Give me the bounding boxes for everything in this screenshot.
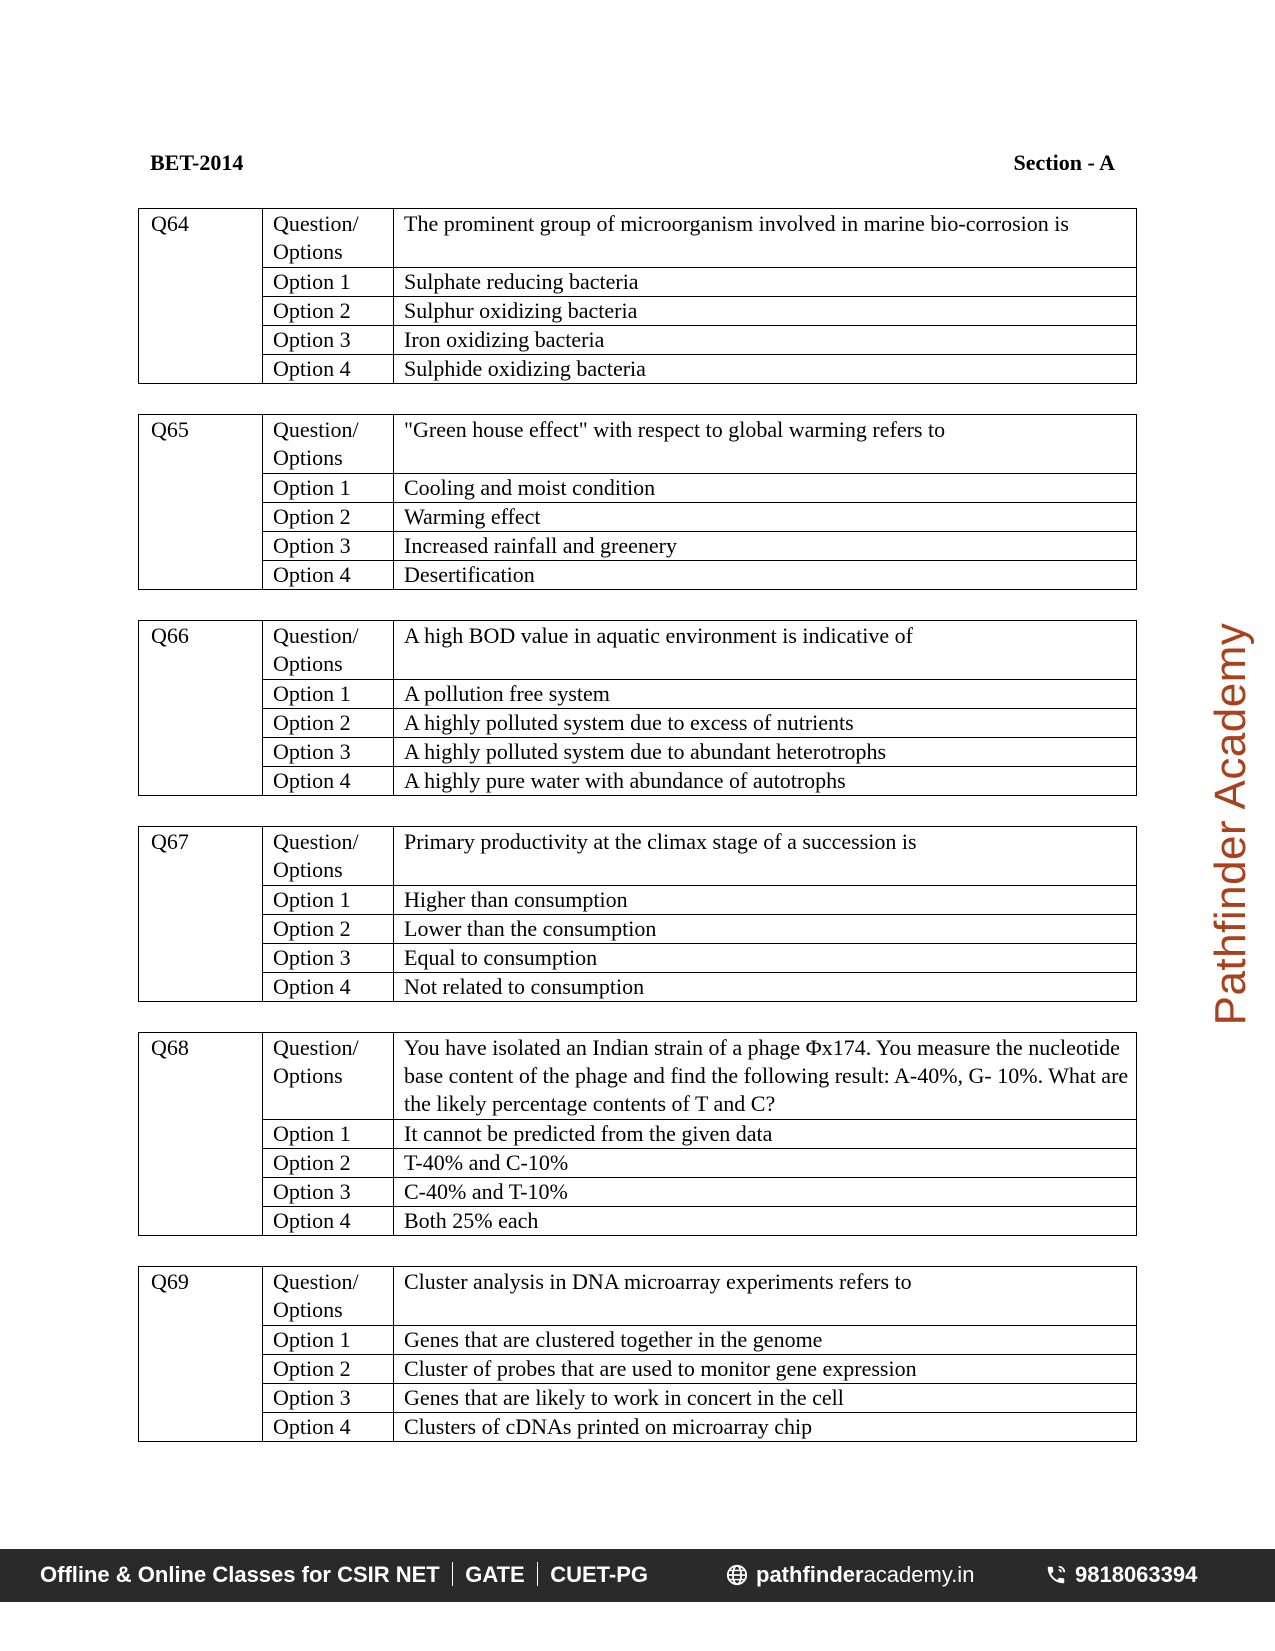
- option-text: A pollution free system: [394, 680, 1137, 709]
- option-text: T-40% and C-10%: [394, 1149, 1137, 1178]
- option-row: [139, 973, 1137, 1002]
- option-text: It cannot be predicted from the given data: [394, 1120, 1137, 1149]
- option-text: A highly polluted system due to abundant heterotrophs: [394, 738, 1137, 767]
- option-text: Clusters of cDNAs printed on microarray chip: [394, 1413, 1137, 1442]
- option-text: Genes that are clustered together in the genome: [394, 1326, 1137, 1355]
- option-row: [139, 561, 1137, 590]
- option-text: Sulphide oxidizing bacteria: [394, 355, 1137, 384]
- question-text: Primary productivity at the climax stage of a succession is: [394, 827, 1137, 886]
- option-row: [139, 1355, 1137, 1384]
- question-text: Cluster analysis in DNA microarray experiments refers to: [394, 1267, 1137, 1326]
- option-text: Warming effect: [394, 503, 1137, 532]
- option-label: Option 1: [263, 268, 394, 297]
- option-text: Sulphur oxidizing bacteria: [394, 297, 1137, 326]
- option-row: [139, 1384, 1137, 1413]
- question-block: [138, 620, 1137, 796]
- exam-title: BET-2014: [150, 150, 244, 175]
- option-text: Sulphate reducing bacteria: [394, 268, 1137, 297]
- section-title: Section - A: [1013, 150, 1115, 175]
- option-label: Option 4: [263, 1413, 394, 1442]
- question-row: [139, 827, 1137, 886]
- question-block: [138, 1266, 1137, 1442]
- option-label: Option 3: [263, 1384, 394, 1413]
- option-text: Both 25% each: [394, 1207, 1137, 1236]
- question-block: [138, 208, 1137, 384]
- question-list: [138, 208, 1137, 1472]
- question-label: Question/ Options: [263, 827, 394, 886]
- phone-icon: [1045, 1564, 1067, 1586]
- question-text: You have isolated an Indian strain of a phage Φx174. You measure the nucleotide base content of the phage and find the following result: A-40%, G- 10%. What are the likely percentage contents of T and C?: [394, 1033, 1137, 1120]
- option-row: [139, 532, 1137, 561]
- question-number: Q64: [139, 209, 263, 384]
- question-block: [138, 826, 1137, 1002]
- question-number: Q66: [139, 621, 263, 796]
- option-row: [139, 915, 1137, 944]
- option-label: Option 1: [263, 1120, 394, 1149]
- option-row: [139, 297, 1137, 326]
- question-row: [139, 415, 1137, 474]
- option-row: [139, 503, 1137, 532]
- question-text: "Green house effect" with respect to global warming refers to: [394, 415, 1137, 474]
- question-label: Question/ Options: [263, 1267, 394, 1326]
- question-row: [139, 621, 1137, 680]
- option-label: Option 2: [263, 503, 394, 532]
- option-row: [139, 1326, 1137, 1355]
- option-label: Option 4: [263, 767, 394, 796]
- question-row: [139, 209, 1137, 268]
- option-text: Not related to consumption: [394, 973, 1137, 1002]
- option-label: Option 3: [263, 532, 394, 561]
- question-number: Q67: [139, 827, 263, 1002]
- option-row: [139, 680, 1137, 709]
- option-label: Option 2: [263, 709, 394, 738]
- option-label: Option 1: [263, 680, 394, 709]
- option-text: Equal to consumption: [394, 944, 1137, 973]
- footer-tagline: Offline & Online Classes for CSIR NET GATE CUET-PG: [40, 1562, 649, 1587]
- option-text: Lower than the consumption: [394, 915, 1137, 944]
- question-label: Question/ Options: [263, 209, 394, 268]
- option-label: Option 3: [263, 738, 394, 767]
- option-row: [139, 474, 1137, 503]
- option-label: Option 4: [263, 561, 394, 590]
- option-label: Option 3: [263, 1178, 394, 1207]
- option-row: [139, 944, 1137, 973]
- option-row: [139, 326, 1137, 355]
- question-block: [138, 1032, 1137, 1236]
- question-row: [139, 1033, 1137, 1120]
- footer-website[interactable]: pathfinderacademy.in: [726, 1562, 974, 1588]
- question-number: Q65: [139, 415, 263, 590]
- question-number: Q69: [139, 1267, 263, 1442]
- divider: [537, 1562, 539, 1586]
- option-label: Option 1: [263, 886, 394, 915]
- question-label: Question/ Options: [263, 621, 394, 680]
- option-text: Cooling and moist condition: [394, 474, 1137, 503]
- option-label: Option 3: [263, 944, 394, 973]
- option-label: Option 1: [263, 474, 394, 503]
- option-row: [139, 738, 1137, 767]
- option-text: A highly polluted system due to excess of nutrients: [394, 709, 1137, 738]
- option-row: [139, 1120, 1137, 1149]
- option-text: Increased rainfall and greenery: [394, 532, 1137, 561]
- question-text: The prominent group of microorganism involved in marine bio-corrosion is: [394, 209, 1137, 268]
- footer-phone[interactable]: 9818063394: [1045, 1562, 1197, 1588]
- watermark: Pathfinder Academy: [1206, 622, 1255, 1026]
- option-row: [139, 1207, 1137, 1236]
- option-row: [139, 1149, 1137, 1178]
- option-text: Iron oxidizing bacteria: [394, 326, 1137, 355]
- option-label: Option 2: [263, 1355, 394, 1384]
- option-text: Higher than consumption: [394, 886, 1137, 915]
- option-label: Option 3: [263, 326, 394, 355]
- option-text: Cluster of probes that are used to monitor gene expression: [394, 1355, 1137, 1384]
- option-text: Genes that are likely to work in concert in the cell: [394, 1384, 1137, 1413]
- option-label: Option 4: [263, 1207, 394, 1236]
- option-row: [139, 268, 1137, 297]
- option-label: Option 1: [263, 1326, 394, 1355]
- question-block: [138, 414, 1137, 590]
- question-number: Q68: [139, 1033, 263, 1236]
- option-row: [139, 355, 1137, 384]
- globe-icon: [726, 1564, 748, 1586]
- question-text: A high BOD value in aquatic environment is indicative of: [394, 621, 1137, 680]
- option-row: [139, 709, 1137, 738]
- option-row: [139, 1178, 1137, 1207]
- option-label: Option 2: [263, 915, 394, 944]
- option-label: Option 4: [263, 973, 394, 1002]
- option-label: Option 4: [263, 355, 394, 384]
- option-text: C-40% and T-10%: [394, 1178, 1137, 1207]
- option-text: A highly pure water with abundance of autotrophs: [394, 767, 1137, 796]
- option-label: Option 2: [263, 297, 394, 326]
- question-label: Question/ Options: [263, 415, 394, 474]
- option-row: [139, 767, 1137, 796]
- option-label: Option 2: [263, 1149, 394, 1178]
- option-text: Desertification: [394, 561, 1137, 590]
- question-label: Question/ Options: [263, 1033, 394, 1120]
- question-row: [139, 1267, 1137, 1326]
- footer-bar: [0, 1549, 1275, 1602]
- divider: [452, 1562, 454, 1586]
- option-row: [139, 1413, 1137, 1442]
- option-row: [139, 886, 1137, 915]
